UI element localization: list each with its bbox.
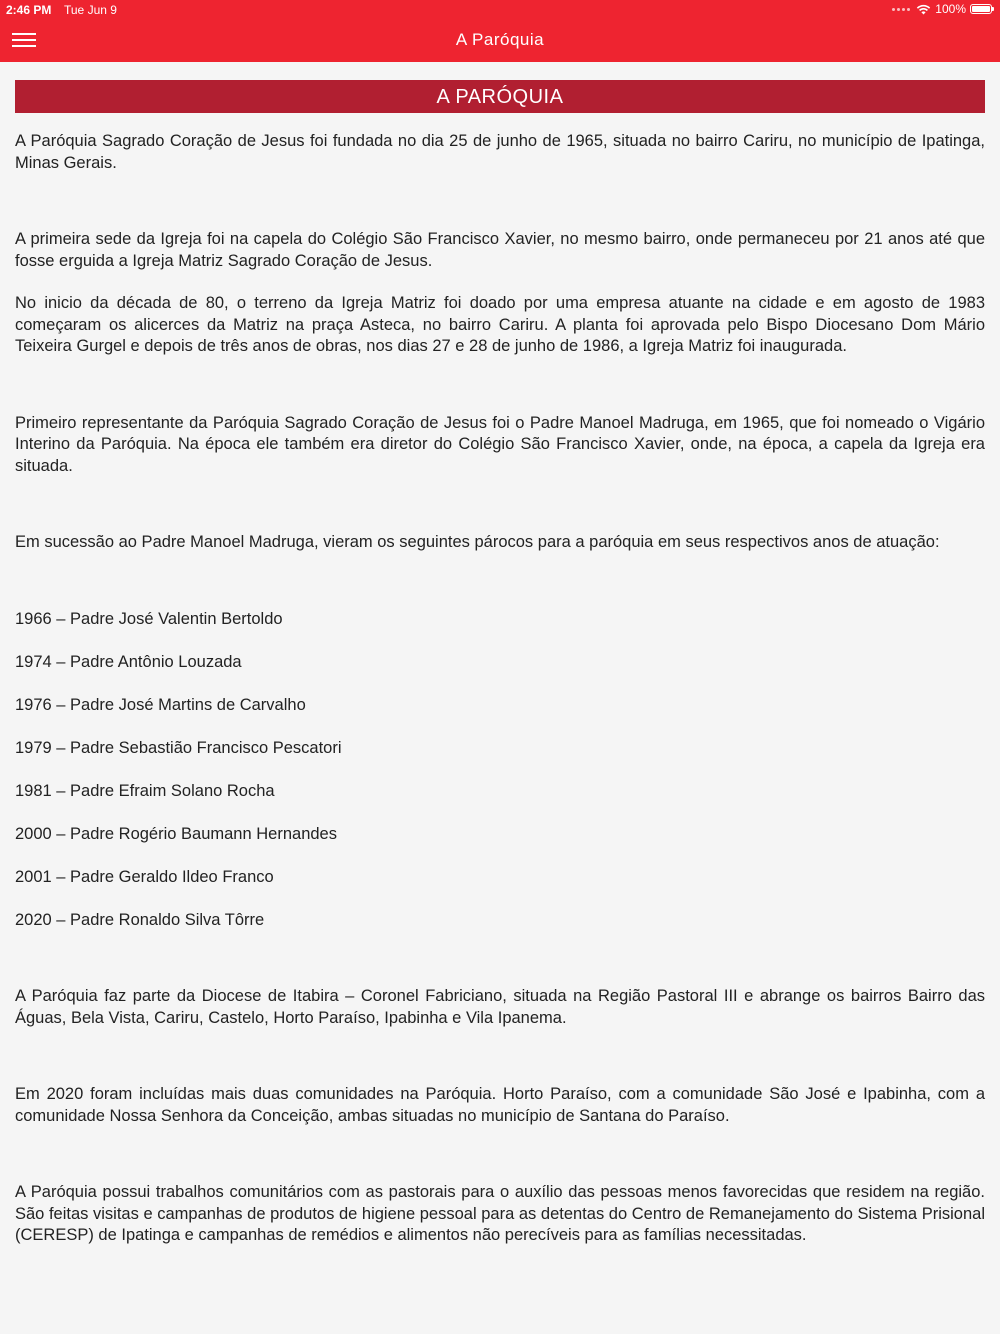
paragraph-communities: Em 2020 foram incluídas mais duas comunidades na Paróquia. Horto Paraíso, com a comunidade São José e Ipabinha, com a comunidade Nossa Senhora da Conceição, ambas situadas no município de Santana do Paraíso. (15, 1085, 985, 1125)
page-title: A Paróquia (455, 30, 545, 49)
top-bar (0, 0, 1000, 62)
paragraph-founding: A Paróquia Sagrado Coração de Jesus foi fundada no dia 25 de junho de 1965, situada no bairro Cariru, no município de Ipatinga, Minas Gerais. (15, 132, 985, 172)
priest-list (15, 609, 985, 932)
list-item: 2001 – Padre Geraldo Ildeo Franco (15, 867, 274, 886)
status-date: Tue Jun 9 (64, 3, 117, 17)
list-item: 1981 – Padre Efraim Solano Rocha (15, 781, 275, 800)
wifi-icon (916, 4, 931, 15)
list-item: 1974 – Padre Antônio Louzada (15, 652, 242, 671)
list-item: 2020 – Padre Ronaldo Silva Tôrre (15, 910, 265, 929)
list-item: 1966 – Padre José Valentin Bertoldo (15, 609, 283, 628)
list-item: 2000 – Padre Rogério Baumann Hernandes (15, 824, 337, 843)
paragraph-succession: Em sucessão ao Padre Manoel Madruga, vieram os seguintes párocos para a paróquia em seus respectivos anos de atuação: (15, 533, 940, 551)
section-header: A PARÓQUIA (15, 80, 985, 113)
paragraph-first-priest: Primeiro representante da Paróquia Sagrado Coração de Jesus foi o Padre Manoel Madruga, em 1965, que foi nomeado o Vigário Interino da Paróquia. Na época ele também era diretor do Colégio São Francisco Xavier, onde, na época, a capela da Igreja era situada. (15, 413, 985, 475)
status-indicators (892, 2, 992, 16)
paragraph-diocese: A Paróquia faz parte da Diocese de Itabira – Coronel Fabriciano, situada na Região Pastoral III e abrange os bairros Bairro das Águas, Bela Vista, Cariru, Castelo, Horto Paraíso, Ipabinha e Vila Ipanema. (15, 987, 985, 1027)
list-item: 1976 – Padre José Martins de Carvalho (15, 695, 306, 714)
paragraph-first-seat: A primeira sede da Igreja foi na capela do Colégio São Francisco Xavier, no mesmo bairro, onde permaneceu por 21 anos até que fosse erguida a Igreja Matriz Sagrado Coração de Jesus. (15, 230, 985, 270)
battery-icon (970, 4, 992, 14)
status-time: 2:46 PM (6, 3, 52, 17)
signal-icon (892, 8, 910, 11)
list-item: 1979 – Padre Sebastião Francisco Pescatori (15, 738, 342, 757)
battery-percent: 100% (935, 2, 966, 16)
paragraph-construction: No inicio da década de 80, o terreno da Igreja Matriz foi doado por uma empresa atuante na cidade e em agosto de 1983 começaram os alicerces da Matriz na praça Asteca, no bairro Cariru. A planta foi aprovada pelo Bispo Diocesano Dom Mário Teixeira Gurgel e depois de três anos de obras, nos dias 27 e 28 de junho de 1986, a Igreja Matriz foi inaugurada. (15, 294, 985, 355)
paragraph-community-work: A Paróquia possui trabalhos comunitários com as pastorais para o auxílio das pessoas menos favorecidas que residem na região. São feitas visitas e campanhas de produtos de higiene pessoal para as detentas do Centro de Remanejamento do Sistema Prisional (CERESP) de Ipatinga e campanhas de remédios e alimentos não perecíveis para as famílias necessitadas. (15, 1183, 985, 1244)
article-content (15, 80, 985, 1247)
